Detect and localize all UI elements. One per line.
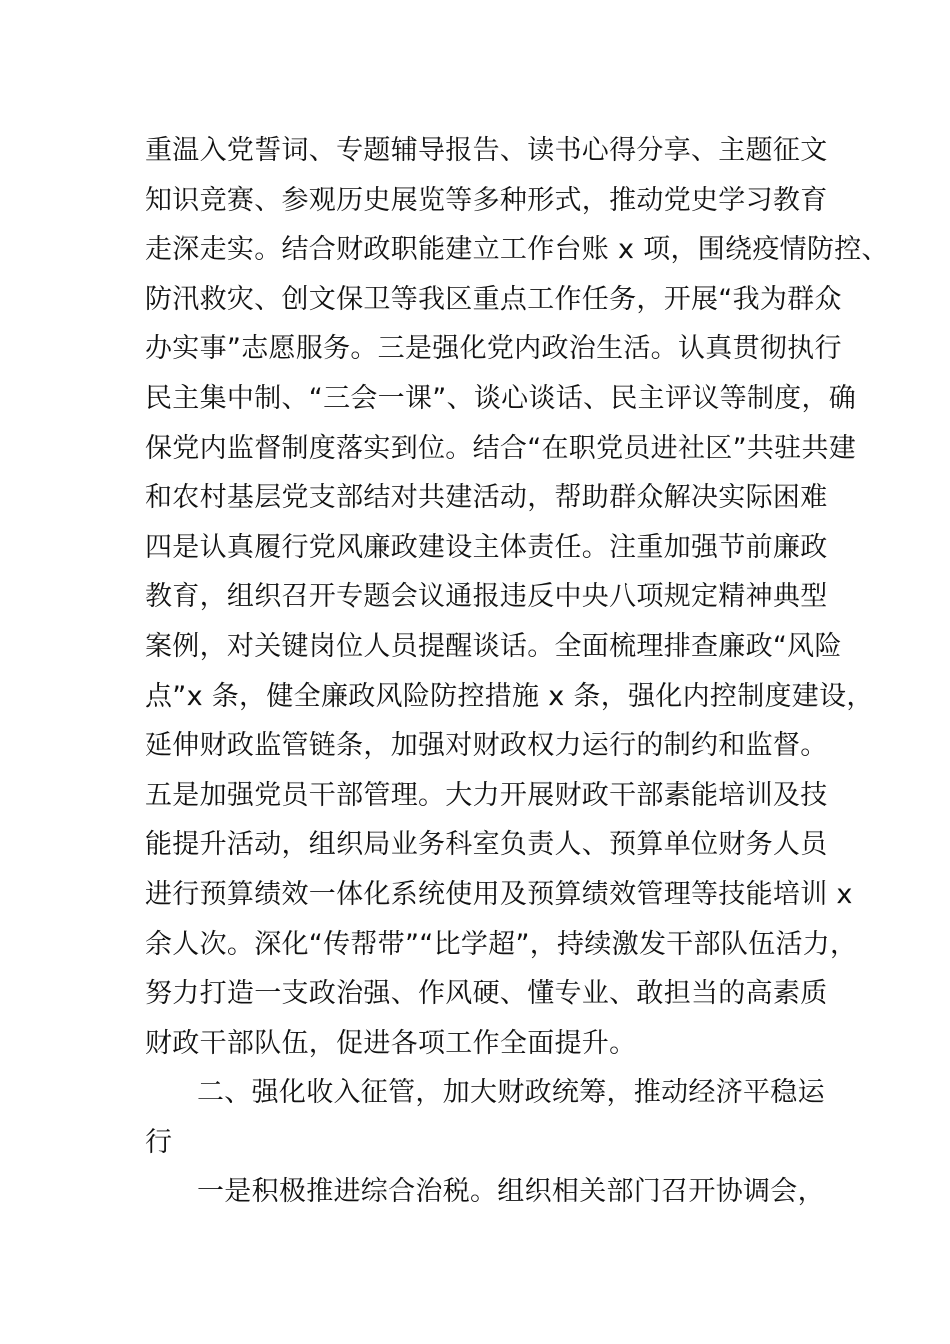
- text-line: 进行预算绩效一体化系统使用及预算绩效管理等技能培训 x: [145, 878, 853, 910]
- text-line: 教育，组织召开专题会议通报违反中央八项规定精神典型: [145, 581, 828, 613]
- paragraph-start: 一是积极推进综合治税。组织相关部门召开协调会，: [197, 1176, 825, 1208]
- text-line: 延伸财政监管链条，加强对财政权力运行的制约和监督。: [145, 730, 828, 762]
- text-line: 余人次。深化“传帮带”“比学超”，持续激发干部队伍活力，: [145, 928, 858, 960]
- section-heading-continuation: 行: [145, 1126, 173, 1158]
- text-line: 保党内监督制度落实到位。结合“在职党员进社区”共驻共建: [145, 432, 857, 464]
- text-line: 点”x 条，健全廉政风险防控措施 x 条，强化内控制度建设，: [145, 680, 874, 712]
- text-line: 财政干部队伍，促进各项工作全面提升。: [145, 1027, 637, 1059]
- text-line: 民主集中制、“三会一课”、谈心谈话、民主评议等制度，确: [145, 382, 857, 414]
- text-line: 走深走实。结合财政职能建立工作台账 x 项，围绕疫情防控、: [145, 234, 889, 266]
- document-body: [145, 126, 889, 1217]
- text-line: 五是加强党员干部管理。大力开展财政干部素能培训及技: [145, 779, 828, 811]
- section-heading: 二、强化收入征管，加大财政统筹，推动经济平稳运: [197, 1077, 825, 1109]
- text-line: 知识竞赛、参观历史展览等多种形式，推动党史学习教育: [145, 184, 828, 216]
- text-line: 办实事”志愿服务。三是强化党内政治生活。认真贯彻执行: [145, 333, 842, 365]
- text-line: 和农村基层党支部结对共建活动，帮助群众解决实际困难: [145, 482, 828, 514]
- text-line: 案例，对关键岗位人员提醒谈话。全面梳理排查廉政“风险: [145, 630, 842, 662]
- text-line: 能提升活动，组织局业务科室负责人、预算单位财务人员: [145, 829, 828, 861]
- text-line: 防汛救灾、创文保卫等我区重点工作任务，开展“我为群众: [145, 283, 842, 315]
- text-line: 重温入党誓词、专题辅导报告、读书心得分享、主题征文: [145, 135, 828, 166]
- text-line: 四是认真履行党风廉政建设主体责任。注重加强节前廉政: [145, 531, 828, 563]
- text-line: 努力打造一支政治强、作风硬、懂专业、敢担当的高素质: [145, 978, 828, 1010]
